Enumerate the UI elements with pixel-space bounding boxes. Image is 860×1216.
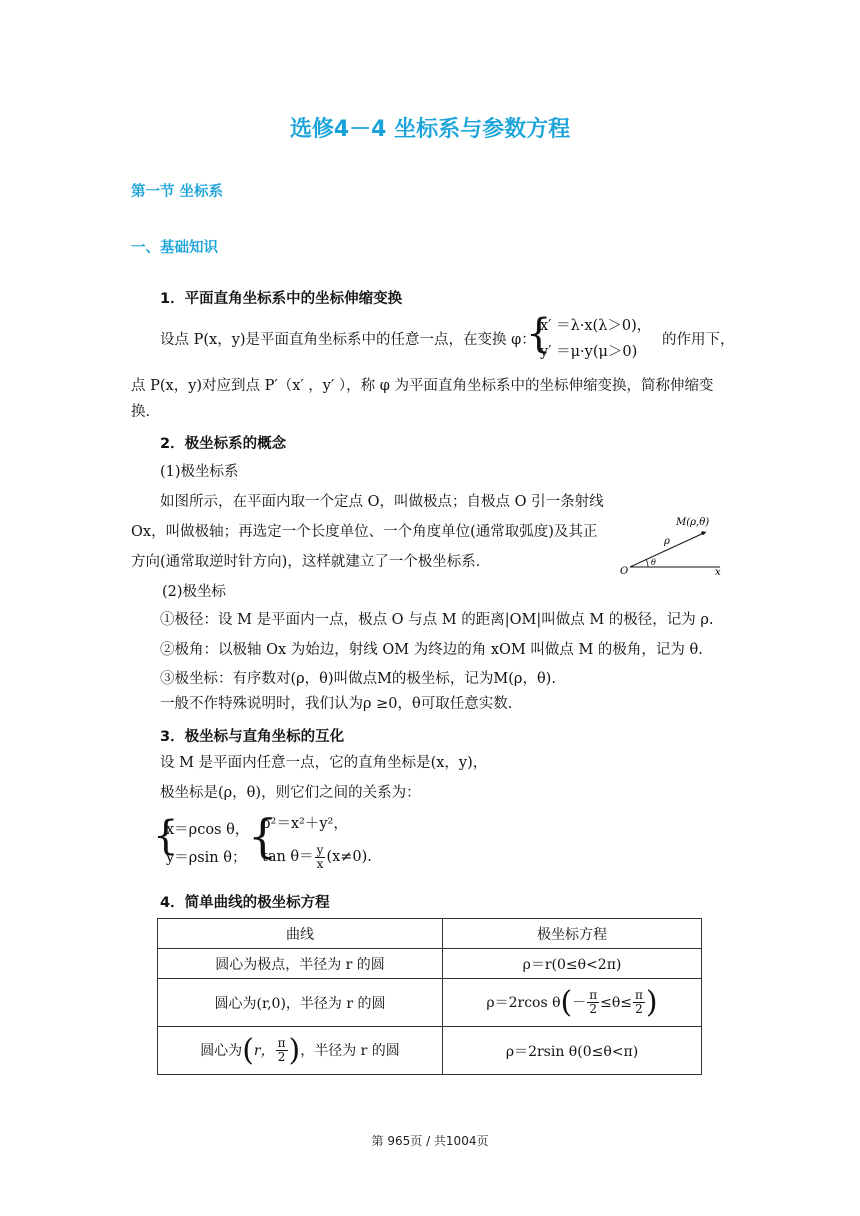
curve-pre: 圆心为 [200,1042,243,1059]
tan-frac-den: x [316,856,324,871]
polar-note: 一般不作特殊说明时，我们认为ρ ≥0，θ可取任意实数. [160,696,513,712]
section-heading: 第一节 坐标系 [131,184,224,200]
conversion-text-2: 极坐标是(ρ，θ)，则它们之间的关系为： [160,785,421,801]
equation-cell [443,979,702,1027]
curve-cell: 圆心为极点，半径为 r 的圆 [158,949,443,979]
paren-close: ) [645,984,658,1020]
frac-den: 2 [635,1002,643,1016]
table-row [158,949,702,979]
table-row [158,979,702,1027]
frac-num: π [589,988,598,1002]
conv-eq-tan-post: (x≠0). [326,849,372,865]
figure-origin-label: O [620,566,629,577]
polar-para-3: 方向(通常取逆时针方向)，这样就建立了一个极坐标系． [131,554,491,570]
part-heading: 一、基础知识 [131,240,218,256]
paren-open: ( [242,1032,254,1068]
item-polar-angle: ②极角：以极轴 Ox 为始边，射线 OM 为终边的角 xOM 叫做点 M 的极角，记为 θ. [160,642,703,658]
curve-cell: 圆心为(r,0)，半径为 r 的圆 [158,979,443,1027]
polar-para-2: Ox，叫做极轴；再选定一个长度单位、一个角度单位(通常取弧度)及其正 [131,524,598,540]
frac-den: 2 [589,1002,598,1016]
col-header-curve: 曲线 [158,919,443,949]
figure-theta-label: θ [651,558,656,567]
curves-table [157,918,702,1075]
figure-point-label: M(ρ,θ) [676,517,710,528]
page-title: 选修4－4 坐标系与参数方程 [289,117,571,142]
paren-open: ( [560,984,573,1020]
curve-cell [158,1027,443,1075]
polar-figure [620,508,730,580]
scaling-text-2: 的作用下， [662,332,735,348]
eq-cos-minus: － [572,994,587,1011]
conv-eq-tan [262,842,372,872]
scaling-eq-y: y′ ＝μ·y(μ＞0) [540,344,638,360]
frac-num: π [277,1036,286,1050]
brace-left-b: { [248,809,278,863]
eq-cos-frac-1 [587,989,599,1016]
heading-polar-concept: 2．极坐标系的概念 [160,436,287,452]
curve-post: ，半径为 r 的圆 [300,1042,400,1059]
heading-scaling-transform: 1．平面直角坐标系中的坐标伸缩变换 [160,291,403,307]
scaling-text-4: 换． [131,404,160,420]
col-header-equation: 极坐标方程 [443,919,702,949]
frac-den: 2 [277,1050,286,1064]
subheading-polar-system: (1)极坐标系 [160,464,239,480]
tan-frac-num: y [316,842,324,857]
page-footer: 第 965页 / 共1004页 [371,1134,489,1148]
scaling-text-1: 设点 P(x，y)是平面直角坐标系中的任意一点，在变换 φ： [160,332,536,348]
polar-para-1: 如图所示，在平面内取一个定点 O，叫做极点；自极点 O 引一条射线 [160,494,604,510]
conv-eq-x: x＝ρcos θ， [166,822,250,838]
heading-conversion: 3．极坐标与直角坐标的互化 [160,729,345,745]
eq-cos-rel: ≤θ≤ [600,994,633,1011]
figure-rho-label: ρ [664,536,670,547]
item-polar-radius: ①极径：设 M 是平面内一点，极点 O 与点 M 的距离|OM|叫做点 M 的极径，记为 ρ. [160,612,714,628]
conv-eq-tan-pre: tan θ＝ [262,849,314,865]
eq-cos-pre: ρ＝2rcos θ [486,994,561,1011]
equation-cell: ρ＝2rsin θ(0≤θ<π) [443,1027,702,1075]
heading-simple-curves: 4．简单曲线的极坐标方程 [160,895,330,911]
curve-frac [276,1037,288,1064]
conversion-text-1: 设 M 是平面内任意一点，它的直角坐标是(x，y)， [160,755,488,771]
table-row [158,1027,702,1075]
conv-eq-rho: ρ²＝x²＋y²， [262,816,348,832]
curve-r: r， [253,1042,275,1059]
item-polar-coordinates: ③极坐标：有序数对(ρ，θ)叫做点M的极坐标，记为M(ρ，θ). [160,671,556,687]
figure-axis-label: x [715,567,721,578]
conv-eq-tan-frac [315,844,326,871]
conv-eq-y: y＝ρsin θ； [166,850,247,866]
scaling-text-3: 点 P(x，y)对应到点 P′（x′ ，y′ ），称 φ 为平面直角坐标系中的坐标伸缩变换，简称伸缩变 [131,378,714,394]
subheading-polar-coord: (2)极坐标 [162,584,227,600]
brace-left: { [526,311,552,357]
equation-cell: ρ＝r(0≤θ<2π) [443,949,702,979]
frac-num: π [635,988,643,1002]
scaling-eq-x: x′ ＝λ·x(λ＞0)， [540,318,652,334]
table-header-row [158,919,702,949]
brace-left-a: { [153,813,179,859]
eq-cos-frac-2 [633,989,645,1016]
paren-close: ) [288,1032,301,1068]
